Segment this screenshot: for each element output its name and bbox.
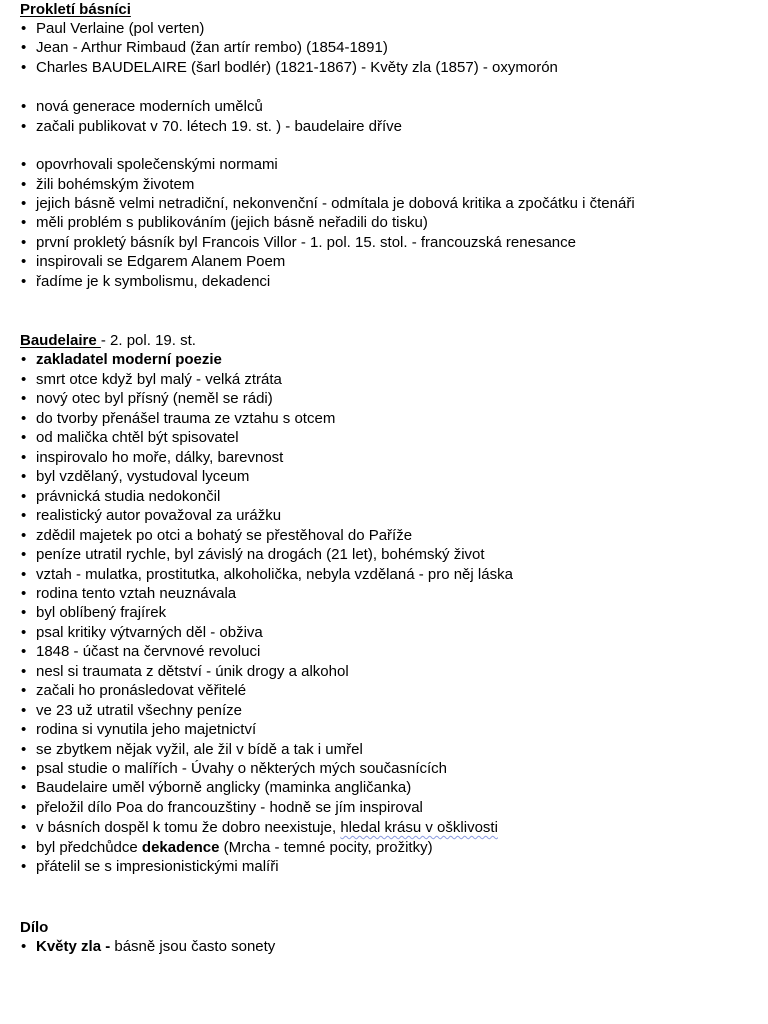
item-suffix: (Mrcha - temné pocity, prožitky) — [219, 839, 433, 856]
list-item: opovrhovali společenskými normami — [36, 156, 278, 173]
bullet-icon: • — [21, 195, 27, 212]
list-item: psal studie o malířích - Úvahy o některých mých současnících — [36, 760, 448, 777]
bullet-icon: • — [21, 371, 27, 388]
list-item: peníze utratil rychle, byl závislý na drogách (21 let), bohémský život — [36, 546, 485, 563]
list-item: rodina tento vztah neuznávala — [36, 585, 237, 602]
list-item — [36, 818, 498, 837]
list-item: do tvorby přenášel trauma ze vztahu s otcem — [36, 410, 336, 427]
list-item-bold: zakladatel moderní poezie — [36, 351, 222, 368]
bullet-icon: • — [21, 604, 27, 621]
item-bold: Květy zla - — [36, 938, 111, 955]
bullet-icon: • — [21, 858, 27, 875]
bullet-icon: • — [21, 663, 27, 680]
list-item: začali ho pronásledovat věřitelé — [36, 682, 247, 699]
item-rest: básně jsou často sonety — [110, 938, 276, 955]
bullet-icon: • — [21, 839, 27, 856]
bullet-icon: • — [21, 527, 27, 544]
item-prefix: v básních dospěl k tomu že dobro neexistuje, — [36, 819, 341, 836]
bullet-icon: • — [21, 59, 27, 76]
list-item: přátelil se s impresionistickými malíři — [36, 858, 279, 875]
bullet-icon: • — [21, 488, 27, 505]
bullet-icon: • — [21, 118, 27, 135]
bullet-icon: • — [21, 760, 27, 777]
list-item: 1848 - účast na červnové revoluci — [36, 643, 261, 660]
list-item: právnická studia nedokončil — [36, 488, 221, 505]
list-item: ve 23 už utratil všechny peníze — [36, 702, 242, 719]
bullet-icon: • — [21, 253, 27, 270]
list-item: smrt otce když byl malý - velká ztráta — [36, 371, 282, 388]
bullet-icon: • — [21, 721, 27, 738]
list-item: nesl si traumata z dětství - únik drogy a alkohol — [36, 663, 349, 680]
bullet-icon: • — [21, 39, 27, 56]
bullet-icon: • — [21, 643, 27, 660]
item-prefix: byl předchůdce — [36, 839, 142, 856]
bullet-icon: • — [21, 779, 27, 796]
spellcheck-underlined-text: hledal krásu v ošklivosti — [340, 819, 498, 836]
list-item: Baudelaire uměl výborně anglicky (maminka angličanka) — [36, 779, 412, 796]
list-item: přeložil dílo Poa do francouzštiny - hodně se jím inspiroval — [36, 799, 423, 816]
bullet-icon: • — [21, 585, 27, 602]
section-heading-baudelaire — [20, 331, 196, 350]
list-item: Paul Verlaine (pol verten) — [36, 20, 205, 37]
list-item: od malička chtěl být spisovatel — [36, 429, 239, 446]
bullet-icon: • — [21, 214, 27, 231]
list-item: nová generace moderních umělců — [36, 98, 263, 115]
heading-suffix: - 2. pol. 19. st. — [100, 332, 196, 349]
bullet-icon: • — [21, 390, 27, 407]
list-item: jejich básně velmi netradiční, nekonvenční - odmítala je dobová kritika a zpočátku i čtenáři — [36, 195, 635, 212]
bullet-icon: • — [21, 938, 27, 955]
list-item: inspirovalo ho moře, dálky, barevnost — [36, 449, 284, 466]
list-item: měli problém s publikováním (jejich básně neřadili do tisku) — [36, 214, 428, 231]
list-item: inspirovali se Edgarem Alanem Poem — [36, 253, 286, 270]
bullet-icon: • — [21, 546, 27, 563]
bullet-icon: • — [21, 351, 27, 368]
list-item: začali publikovat v 70. létech 19. st. ) - baudelaire dříve — [36, 118, 403, 135]
bullet-icon: • — [21, 702, 27, 719]
list-item-kvety-zla — [36, 937, 275, 956]
bullet-icon: • — [21, 682, 27, 699]
section-heading-dilo: Dílo — [20, 919, 49, 936]
bullet-icon: • — [21, 429, 27, 446]
list-item: nový otec byl přísný (neměl se rádi) — [36, 390, 273, 407]
bullet-icon: • — [21, 449, 27, 466]
bullet-icon: • — [21, 410, 27, 427]
list-item: první prokletý básník byl Francois Villor - 1. pol. 15. stol. - francouzská renesance — [36, 234, 576, 251]
bullet-icon: • — [21, 273, 27, 290]
list-item: zdědil majetek po otci a bohatý se přestěhoval do Paříže — [36, 527, 413, 544]
list-item: byl oblíbený frajírek — [36, 604, 167, 621]
list-item: rodina si vynutila jeho majetnictví — [36, 721, 257, 738]
section-heading-prokleti-basnici: Prokletí básníci — [20, 1, 131, 18]
bullet-icon: • — [21, 20, 27, 37]
bullet-icon: • — [21, 741, 27, 758]
list-item: psal kritiky výtvarných děl - obživa — [36, 624, 263, 641]
bullet-icon: • — [21, 468, 27, 485]
list-item: žili bohémským životem — [36, 176, 195, 193]
list-item: řadíme je k symbolismu, dekadenci — [36, 273, 271, 290]
item-bold: dekadence — [141, 839, 220, 856]
bullet-icon: • — [21, 156, 27, 173]
bullet-icon: • — [21, 176, 27, 193]
bullet-icon: • — [21, 98, 27, 115]
list-item: Jean - Arthur Rimbaud (žan artír rembo) (1854-1891) — [36, 39, 388, 56]
bullet-icon: • — [21, 566, 27, 583]
bullet-icon: • — [21, 234, 27, 251]
list-item: vztah - mulatka, prostitutka, alkoholička, nebyla vzdělaná - pro něj láska — [36, 566, 513, 583]
bullet-icon: • — [21, 624, 27, 641]
bullet-icon: • — [21, 507, 27, 524]
list-item: byl vzdělaný, vystudoval lyceum — [36, 468, 250, 485]
list-item — [36, 838, 433, 857]
list-item: se zbytkem nějak vyžil, ale žil v bídě a tak i umřel — [36, 741, 363, 758]
heading-title: Baudelaire — [20, 332, 101, 349]
list-item: realistický autor považoval za urážku — [36, 507, 282, 524]
bullet-icon: • — [21, 799, 27, 816]
bullet-icon: • — [21, 819, 27, 836]
list-item: Charles BAUDELAIRE (šarl bodlér) (1821-1867) - Květy zla (1857) - oxymorón — [36, 59, 558, 76]
